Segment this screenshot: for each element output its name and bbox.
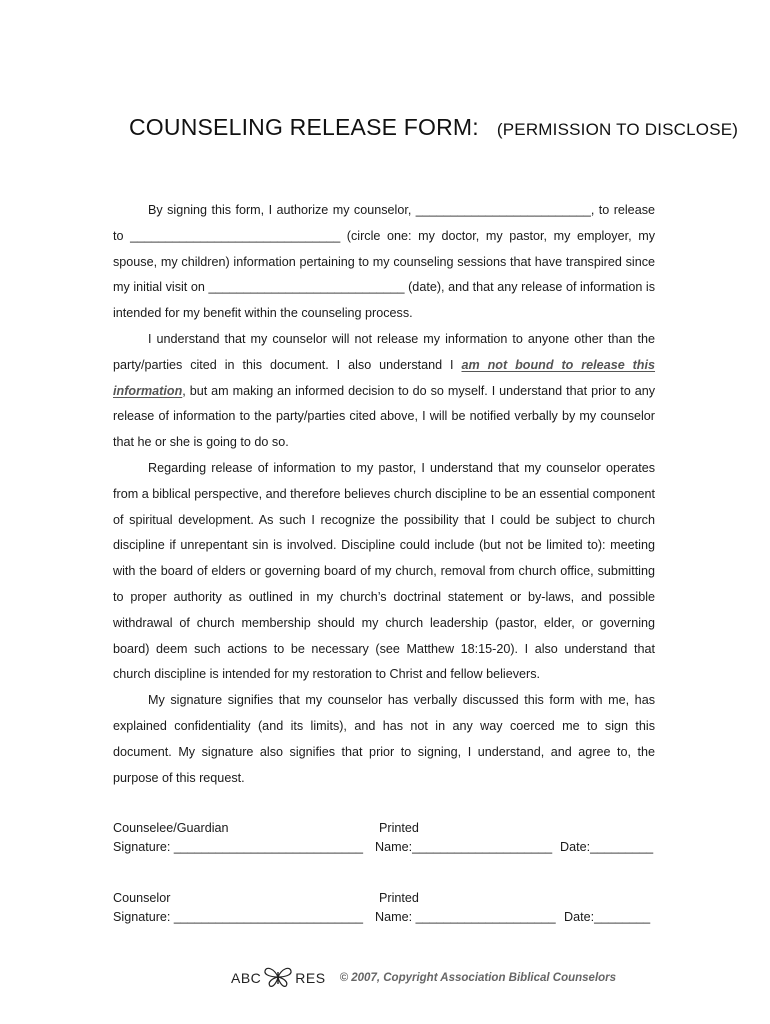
counselee-name-line[interactable]: Name:____________________ (375, 840, 553, 854)
counselee-signature-block (113, 819, 658, 857)
counselee-date-line[interactable]: Date:_________ (560, 840, 654, 854)
logo-text-left: ABC (231, 970, 262, 986)
form-body (113, 198, 655, 791)
counselor-label (113, 889, 363, 927)
counselee-signature-line[interactable]: Signature: ___________________________ (113, 840, 364, 854)
counselor-name-line[interactable]: Name: ____________________ (375, 910, 556, 924)
abc-logo (231, 966, 326, 991)
authorization-paragraph: By signing this form, I authorize my counselor, _________________________, to release to ______________________________ (circle one: my doctor, my pastor, my employer, my spouse, my children) information pertaining to my counseling sessions that have transpired since my initial visit on ____________________________ (date), and that any release of information is intended for my benefit within the counseling process. (113, 203, 655, 321)
counselor-signature-line[interactable]: Signature: ___________________________ (113, 910, 364, 924)
counselee-printed-label: Printed (379, 821, 419, 835)
counselor-role: Counselor (113, 891, 171, 905)
logo-text-right: RES (295, 970, 326, 986)
counselor-signature-block (113, 889, 658, 927)
emphasized-statement: am not bound to release this information (113, 357, 656, 398)
copyright-notice: © 2007, Copyright Association Biblical Counselors (339, 972, 617, 984)
counselor-printed-label: Printed (379, 891, 419, 905)
signature-meaning-paragraph: My signature signifies that my counselor has verbally discussed this form with me, has explained confidentiality (and its limits), and has not in any way coerced me to sign this document. My signature also signifies that prior to signing, I understand, and agree to, the purpose of this request. (113, 693, 655, 785)
pastor-release-paragraph: Regarding release of information to my pastor, I understand that my counselor operates from a biblical perspective, and therefore believes church discipline to be an essential component of spiritual development. As such I recognize the possibility that I could be subject to church discipline if unrepentant sin is involved. Discipline could include (but not be limited to): meeting with the board of elders or governing board of my church, removal from church office, submitting to proper authority as outlined in my church’s doctrinal statement or by-laws, and possible withdrawal of church membership should my church leadership (pastor, elder, or governing board) deem such actions to be necessary (see Matthew 18:15-20). I also understand that church discipline is intended for my restoration to Christ and fellow believers. (113, 460, 655, 682)
counselee-printed-name (375, 819, 552, 857)
understanding-text-start: I understand that my counselor will not release my information to anyone other than the party/parties cited in this document. I also understand I (113, 331, 655, 372)
counselor-date-line[interactable]: Date:________ (564, 910, 651, 924)
form-title-text: COUNSELING RELEASE FORM: (129, 114, 479, 140)
counselor-printed-name (375, 889, 556, 927)
form-subtitle: (PERMISSION TO DISCLOSE) (496, 120, 739, 139)
counselee-label (113, 819, 363, 857)
understanding-text-end: , but am making an informed decision to do so myself. I understand that prior to any release of information to the party/parties cited above, I will be notified verbally by my counselor that he or she is going to do so. (113, 383, 655, 450)
understanding-paragraph (113, 327, 655, 456)
butterfly-icon (261, 966, 295, 991)
footer (231, 966, 616, 990)
counselee-role: Counselee/Guardian (113, 821, 229, 835)
form-title (129, 114, 738, 141)
